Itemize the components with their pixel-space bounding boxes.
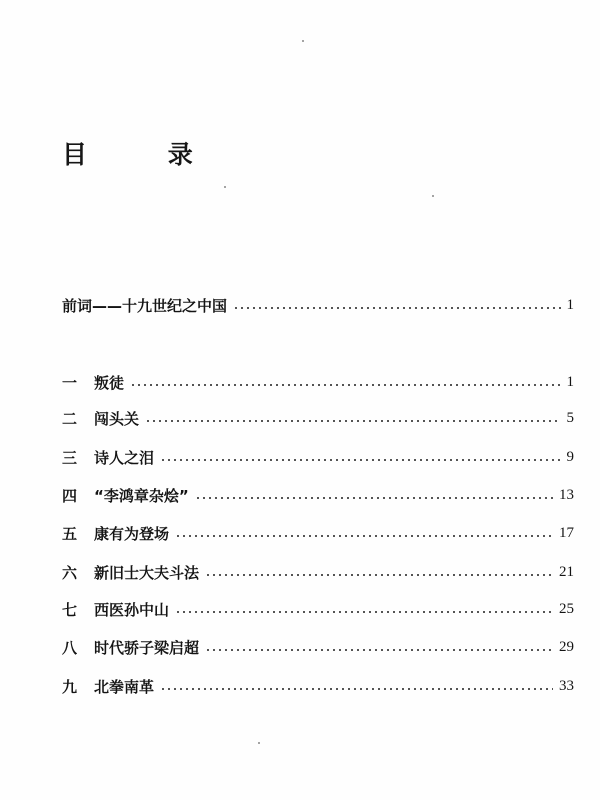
dot-leader: [175, 535, 553, 537]
scan-speck: [224, 186, 226, 188]
toc-entry[interactable]: [62, 636, 574, 658]
scan-speck: [302, 40, 304, 42]
dot-leader: [145, 420, 560, 422]
scan-speck: [258, 742, 260, 744]
chapter-number: 七: [62, 600, 78, 619]
chapter-page: 25: [559, 600, 574, 617]
toc-entry[interactable]: [62, 446, 574, 468]
chapter-number: 八: [62, 638, 78, 657]
chapter-number: 一: [62, 373, 78, 392]
chapter-title: 西医孙中山: [94, 600, 170, 619]
toc-preface-title: 前词——十九世纪之中国: [62, 296, 228, 315]
chapter-number: 四: [62, 486, 78, 505]
chapter-page: 9: [566, 448, 574, 465]
toc-entry[interactable]: [62, 561, 574, 583]
chapter-title: “李鸿章杂烩”: [94, 486, 189, 505]
dot-leader: [130, 384, 560, 386]
chapter-number: 五: [62, 524, 78, 543]
chapter-title: 北拳南革: [94, 677, 155, 696]
toc-entry[interactable]: [62, 675, 574, 697]
toc-entry[interactable]: [62, 522, 574, 544]
chapter-number: 六: [62, 563, 78, 582]
page-title: 目 录: [62, 140, 229, 169]
chapter-page: 5: [566, 409, 574, 426]
chapter-number: 二: [62, 409, 78, 428]
chapter-title: 闯头关: [94, 409, 140, 428]
toc-entry[interactable]: [62, 407, 574, 429]
chapter-title: 时代骄子梁启超: [94, 638, 200, 657]
chapter-number: 三: [62, 448, 78, 467]
dot-leader: [175, 611, 553, 613]
chapter-page: 33: [559, 677, 574, 694]
toc-entry[interactable]: [62, 484, 574, 506]
dot-leader: [205, 574, 553, 576]
dot-leader: [205, 649, 553, 651]
chapter-page: 29: [559, 638, 574, 655]
chapter-title: 叛徒: [94, 373, 125, 392]
chapter-page: 1: [566, 373, 574, 390]
chapter-page: 17: [559, 524, 574, 541]
chapter-title: 康有为登场: [94, 524, 170, 543]
chapter-page: 21: [559, 563, 574, 580]
chapter-number: 九: [62, 677, 78, 696]
dot-leader: [233, 307, 560, 309]
chapter-page: 13: [559, 486, 574, 503]
dot-leader: [160, 459, 560, 461]
toc-preface-page: 1: [566, 296, 574, 313]
dot-leader: [195, 497, 553, 499]
scan-speck: [432, 195, 434, 197]
toc-preface-entry[interactable]: [62, 294, 574, 316]
chapter-title: 新旧士大夫斗法: [94, 563, 200, 582]
toc-entry[interactable]: [62, 371, 574, 393]
toc-entry[interactable]: [62, 598, 574, 620]
chapter-title: 诗人之泪: [94, 448, 155, 467]
dot-leader: [160, 688, 553, 690]
